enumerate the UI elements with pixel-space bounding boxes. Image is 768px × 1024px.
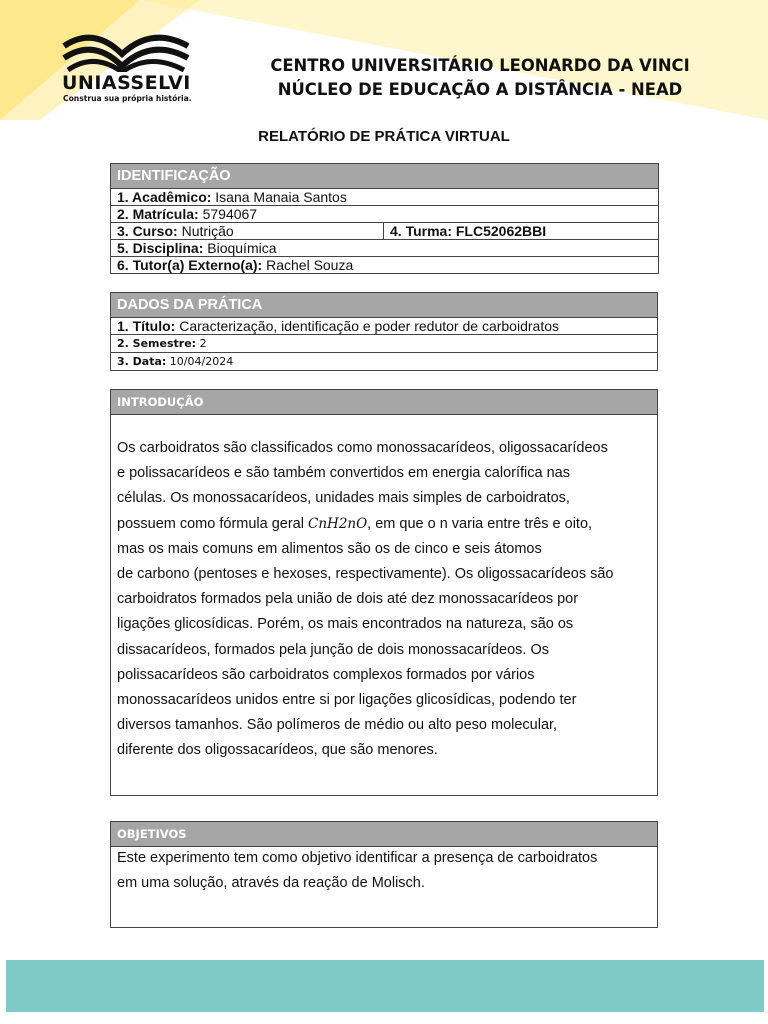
semestre-row: 2. Semestre: 2 xyxy=(111,335,658,353)
intro-line: e polissacarídeos e são também convertidos em energia calorífica nas xyxy=(117,465,570,482)
academico-row: 1. Acadêmico: Isana Manaia Santos xyxy=(111,189,659,206)
identificacao-table xyxy=(110,163,659,274)
intro-line: ligações glicosídicas. Porém, os mais encontrados na natureza, são os xyxy=(117,616,574,633)
intro-line: mas os mais comuns em alimentos são os de cinco e seis átomos xyxy=(117,540,542,557)
introducao-heading: INTRODUÇÃO xyxy=(111,390,658,415)
logo-wordmark: UNIASSELVI xyxy=(62,72,191,94)
titulo-row: 1. Título: Caracterização, identificação e poder redutor de carboidratos xyxy=(111,318,658,335)
objetivos-body xyxy=(110,846,658,928)
institution-name: CENTRO UNIVERSITÁRIO LEONARDO DA VINCI xyxy=(270,56,690,75)
institution-unit: NÚCLEO DE EDUCAÇÃO A DISTÂNCIA - NEAD xyxy=(277,80,683,99)
intro-line: de carbono (pentoses e hexoses, respectivamente). Os oligossacarídeos são xyxy=(117,566,614,583)
footer-band xyxy=(6,960,764,1012)
uniasselvi-logo-icon xyxy=(60,24,192,72)
introducao-body xyxy=(110,414,658,796)
objetivos-header xyxy=(110,821,658,847)
general-formula: CnH2nO xyxy=(308,515,368,532)
introducao-header xyxy=(110,389,658,415)
dados-pratica-heading: DADOS DA PRÁTICA xyxy=(111,293,658,318)
data-row: 3. Data: 10/04/2024 xyxy=(111,353,658,371)
dados-pratica-table xyxy=(110,292,658,371)
logo-tagline: Construa sua própria história. xyxy=(63,94,192,103)
intro-line: células. Os monossacarídeos, unidades mais simples de carboidratos, xyxy=(117,490,570,507)
intro-line-formula: possuem como fórmula geral CnH2nO, em que o n varia entre três e oito, xyxy=(117,515,593,532)
identificacao-heading: IDENTIFICAÇÃO xyxy=(111,164,659,189)
matricula-row: 2. Matrícula: 5794067 xyxy=(111,206,659,223)
curso-cell: 3. Curso: Nutrição xyxy=(111,223,384,240)
report-title: RELATÓRIO DE PRÁTICA VIRTUAL xyxy=(258,128,510,145)
objetivos-heading: OBJETIVOS xyxy=(111,822,658,847)
turma-cell: 4. Turma: FLC52062BBI xyxy=(384,223,659,240)
intro-line: carboidratos formados pela união de dois até dez monossacarídeos por xyxy=(117,591,579,608)
intro-line: monossacarídeos unidos entre si por ligações glicosídicas, podendo ter xyxy=(117,692,577,709)
intro-line: polissacarídeos são carboidratos complexos formados por vários xyxy=(117,666,535,683)
intro-line: diferente dos oligossacarídeos, que são menores. xyxy=(117,742,438,759)
disciplina-row: 5. Disciplina: Bioquímica xyxy=(111,240,659,257)
intro-line: diversos tamanhos. São polímeros de médio ou alto peso molecular, xyxy=(117,717,558,734)
objetivos-line: Este experimento tem como objetivo identificar a presença de carboidratos xyxy=(117,850,598,866)
tutor-row: 6. Tutor(a) Externo(a): Rachel Souza xyxy=(111,257,659,274)
objetivos-line: em uma solução, através da reação de Molisch. xyxy=(117,875,425,892)
intro-line: Os carboidratos são classificados como monossacarídeos, oligossacarídeos xyxy=(117,440,608,456)
intro-line: dissacarídeos, formados pela junção de dois monossacarídeos. Os xyxy=(117,641,550,658)
